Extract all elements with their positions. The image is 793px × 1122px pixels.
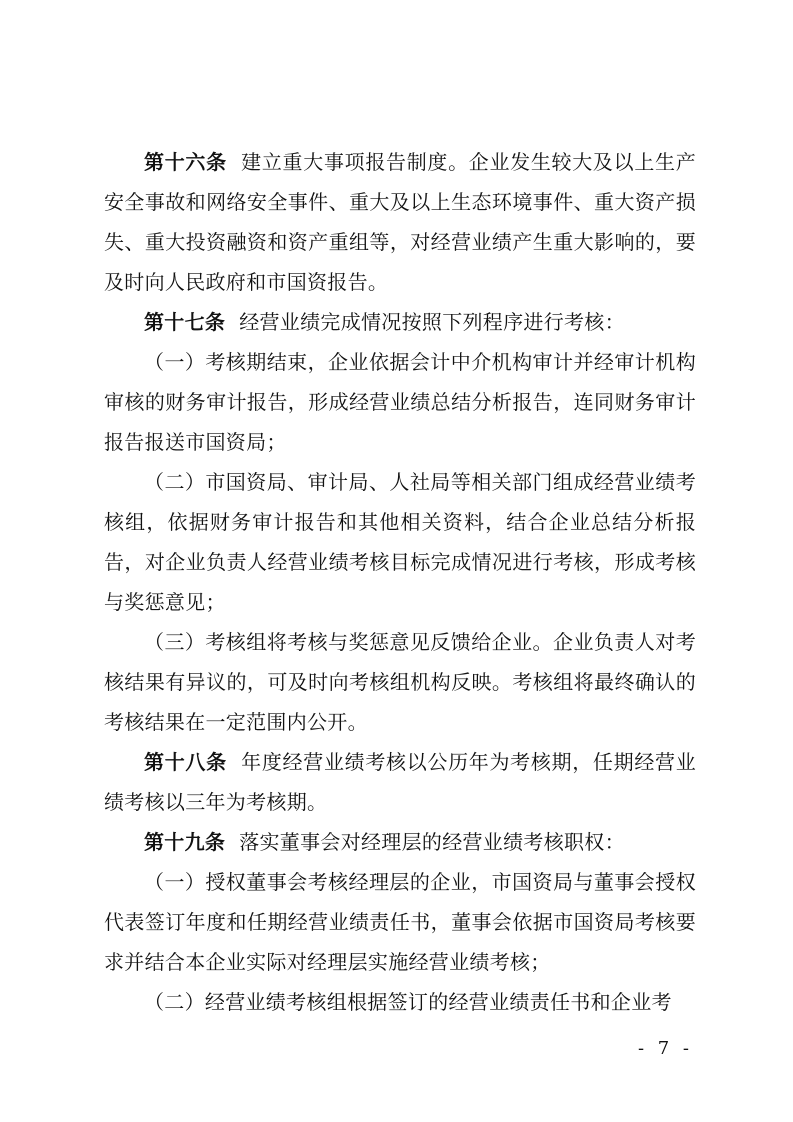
paragraph-text: 落实董事会对经理层的经营业绩考核职权： <box>239 830 625 854</box>
paragraph-item-17-2 <box>104 462 696 622</box>
paragraph-text: （一）考核期结束，企业依据会计中介机构审计并经审计机构审核的财务审计报告，形成经营业绩总结分析报告，连同财务审计报告报送市国资局； <box>104 350 696 454</box>
article-heading: 第十九条 <box>144 830 226 854</box>
paragraph-article-16 <box>104 142 696 302</box>
paragraph-text: （二）经营业绩考核组根据签订的经营业绩责任书和企业考 <box>144 990 672 1014</box>
article-heading: 第十七条 <box>144 310 226 334</box>
paragraph-article-19 <box>104 822 696 862</box>
paragraph-article-18 <box>104 742 696 822</box>
paragraph-text: 经营业绩完成情况按照下列程序进行考核： <box>239 310 625 334</box>
article-heading: 第十六条 <box>144 150 227 174</box>
paragraph-item-17-3 <box>104 622 696 742</box>
paragraph-text: （二）市国资局、审计局、人社局等相关部门组成经营业绩考核组，依据财务审计报告和其他相关资料，结合企业总结分析报告，对企业负责人经营业绩考核目标完成情况进行考核，形成考核与奖惩意见； <box>104 470 696 614</box>
article-heading: 第十八条 <box>144 750 227 774</box>
paragraph-text: 建立重大事项报告制度。企业发生较大及以上生产安全事故和网络安全事件、重大及以上生态环境事件、重大资产损失、重大投资融资和资产重组等，对经营业绩产生重大影响的，要及时向人民政府和市国资报告。 <box>104 150 697 294</box>
paragraph-text: （三）考核组将考核与奖惩意见反馈给企业。企业负责人对考核结果有异议的，可及时向考核组机构反映。考核组将最终确认的考核结果在一定范围内公开。 <box>104 630 696 734</box>
paragraph-item-19-1 <box>104 862 696 982</box>
page-number: - 7 - <box>637 1038 693 1059</box>
document-body <box>104 142 696 1022</box>
paragraph-text: （一）授权董事会考核经理层的企业，市国资局与董事会授权代表签订年度和任期经营业绩责任书，董事会依据市国资局考核要求并结合本企业实际对经理层实施经营业绩考核； <box>104 870 696 974</box>
paragraph-item-19-2 <box>104 982 696 1022</box>
paragraph-text: 年度经营业绩考核以公历年为考核期，任期经营业绩考核以三年为考核期。 <box>104 750 697 814</box>
paragraph-item-17-1 <box>104 342 696 462</box>
paragraph-article-17 <box>104 302 696 342</box>
